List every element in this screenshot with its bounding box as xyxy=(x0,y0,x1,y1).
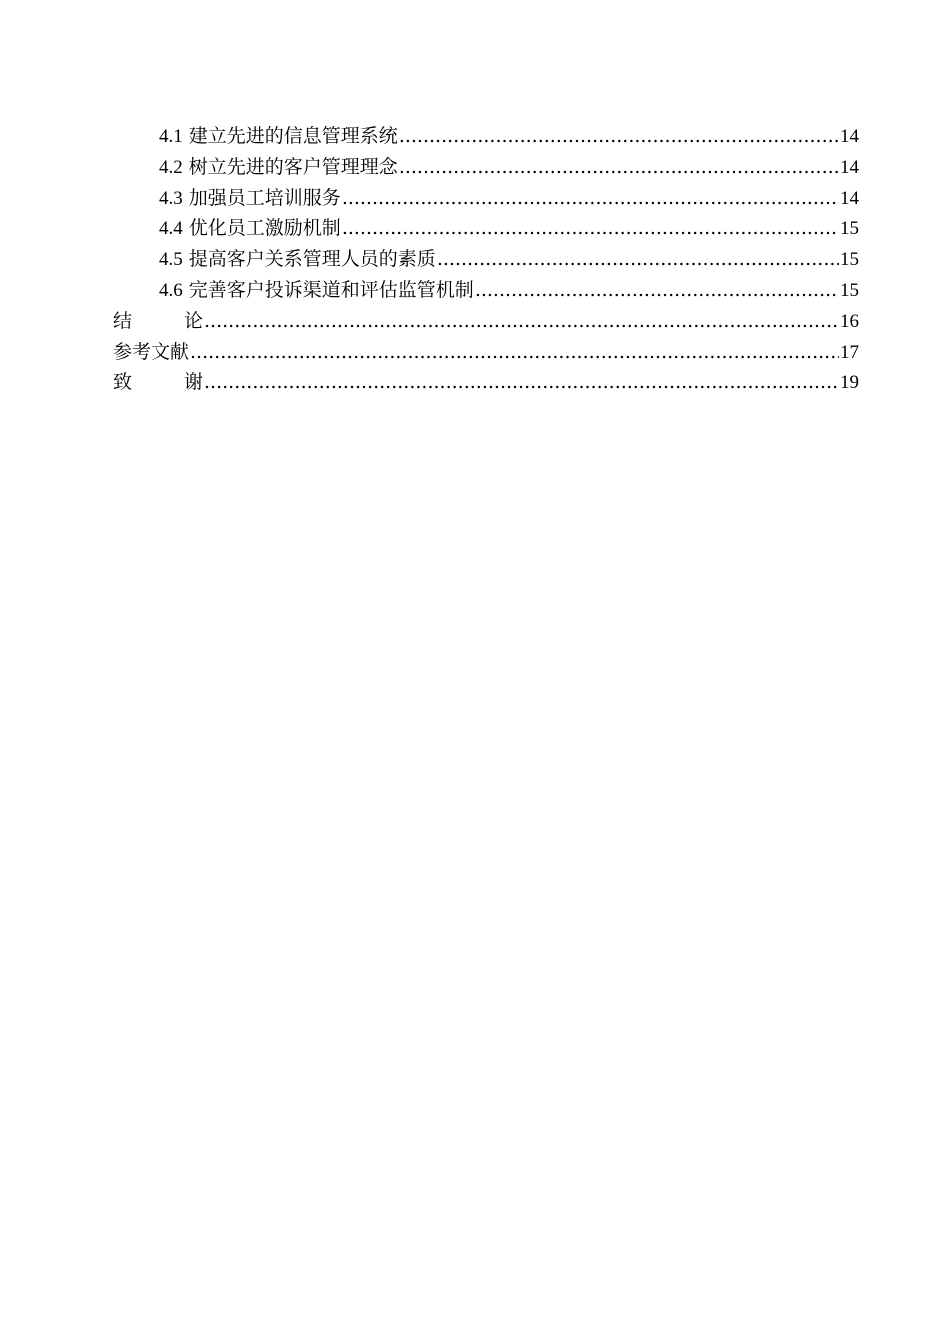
toc-entry-number: 4.2 xyxy=(159,156,183,178)
toc-entry-char: 谢 xyxy=(183,371,203,394)
toc-entry-text: 建立先进的信息管理系统 xyxy=(188,125,398,147)
toc-entry-text: 树立先进的客户管理理念 xyxy=(188,155,398,178)
toc-page-number: 19 xyxy=(840,372,859,394)
toc-entry-number: 4.4 xyxy=(159,218,183,240)
toc-dot-leader xyxy=(399,121,839,152)
toc-entry-number: 4.5 xyxy=(159,249,183,271)
toc-entry-4-6[interactable] xyxy=(113,275,859,306)
toc-entry-4-4[interactable] xyxy=(113,213,859,244)
toc-entry-title xyxy=(113,367,203,398)
toc-page-number: 15 xyxy=(840,279,859,301)
toc-page-number: 14 xyxy=(840,187,859,209)
toc-page-number: 17 xyxy=(840,341,859,363)
toc-entry-title xyxy=(159,183,341,215)
toc-entry-4-2[interactable] xyxy=(113,152,859,183)
toc-dot-leader xyxy=(204,306,839,337)
toc-page-number: 14 xyxy=(840,126,859,147)
toc-entry-title xyxy=(159,152,398,184)
toc-dot-leader xyxy=(437,244,839,275)
toc-entry-title xyxy=(113,306,203,337)
toc-entry-conclusion[interactable] xyxy=(113,306,859,337)
toc-dot-leader xyxy=(190,337,839,368)
toc-page-number: 15 xyxy=(840,218,859,240)
toc-entry-4-5[interactable] xyxy=(113,244,859,275)
toc-entry-char: 结 xyxy=(113,309,133,332)
toc-entry-title: 参考文献 xyxy=(113,340,190,363)
toc-dot-leader xyxy=(342,213,839,244)
toc-entry-number: 4.6 xyxy=(159,279,183,301)
toc-entry-char: 论 xyxy=(183,309,203,332)
toc-entry-text: 加强员工培训服务 xyxy=(188,186,341,209)
toc-dot-leader xyxy=(342,183,839,214)
toc-dot-leader xyxy=(204,367,839,398)
toc-page-number: 15 xyxy=(840,249,859,271)
toc-entry-title xyxy=(159,244,436,276)
table-of-contents xyxy=(113,121,859,398)
toc-entry-4-1[interactable] xyxy=(113,121,859,152)
toc-page-number: 16 xyxy=(840,310,859,332)
toc-entry-number: 4.1 xyxy=(159,126,183,147)
toc-entry-title xyxy=(159,213,341,245)
toc-page-number: 14 xyxy=(840,156,859,178)
toc-entry-title xyxy=(159,121,398,153)
toc-entry-4-3[interactable] xyxy=(113,183,859,214)
toc-entry-references[interactable] xyxy=(113,337,859,368)
toc-entry-text: 提高客户关系管理人员的素质 xyxy=(188,248,436,271)
toc-entry-text: 完善客户投诉渠道和评估监管机制 xyxy=(188,278,474,301)
toc-dot-leader xyxy=(475,275,839,306)
toc-entry-text: 优化员工激励机制 xyxy=(188,217,341,240)
toc-entry-title xyxy=(159,275,474,307)
toc-dot-leader xyxy=(399,152,839,183)
toc-entry-number: 4.3 xyxy=(159,187,183,209)
toc-entry-acknowledgements[interactable] xyxy=(113,367,859,398)
toc-entry-char: 致 xyxy=(113,371,133,394)
